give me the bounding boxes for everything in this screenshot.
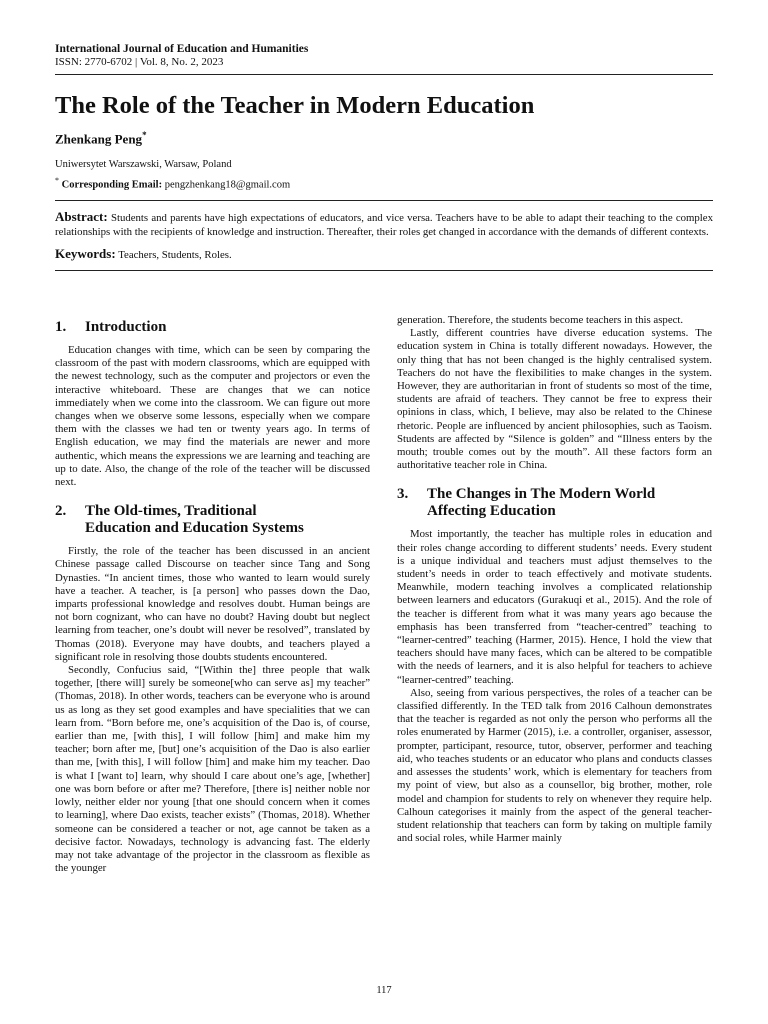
- page-header: [55, 42, 713, 271]
- email-address[interactable]: pengzhenkang18@gmail.com: [164, 179, 291, 191]
- abstract-top-divider: [55, 200, 713, 201]
- paragraph-intro: Education changes with time, which can be seen by comparing the classroom of the past with modern classrooms, which are equipped with the newest technology, such as the computer and projectors or even the interactive whiteboard. These are changes that we can notice immediately when we come into the classroom. We can figure out more changes when we observe some lessons, especially when we compare them with the classes we had ten or twenty years ago. In terms of English education, we may find the materials are newer and more authentic, which means the expressions we are learning and teaching are up to date. Also, the change of the role of the teacher will be discussed next.: [55, 344, 370, 489]
- paper-title: The Role of the Teacher in Modern Education: [55, 92, 535, 119]
- keywords-label: Keywords:: [55, 245, 116, 261]
- section-heading-modern-world: 3. The Changes in The Modern World Affecting Education: [397, 486, 656, 520]
- corresponding-email: [55, 174, 713, 192]
- author: [55, 130, 713, 147]
- paragraph-old-2-continued: generation. Therefore, the students become teachers in this aspect.: [397, 314, 684, 326]
- abstract: [55, 210, 713, 239]
- paragraph-modern-2: Also, seeing from various perspectives, the roles of a teacher can be classified differently. In the TED talk from 2016 Calhoun demonstrates that the teacher is regarded as not only the person who performs all the roles enumerated by Harmer (2015), i.e. a controller, organiser, assessor, prompter, participant, resource, tutor, observer, performer and teaching aid, who teaches students or an educator who plans and conducts classes and assesses the students’ work, which is elementary for teachers from my point of view, but also as a counsellor, big brother, mother, role model and champion for students to rely on whenever they require help. Calhoun categorises it mainly from the aspect of the general teacher-student relationship that teachers can form by taking on multiple family and social roles, while Harmer mainly: [397, 686, 712, 845]
- left-column: [55, 314, 370, 875]
- author-name: Zhenkang Peng: [55, 131, 143, 147]
- abstract-text: Students and parents have high expectations of educators, and vice versa. Teachers have to be able to adapt their teaching to the complex relationships with the recipients of knowledge and instruction. Thereafter, their roles get changed in accordance with the demands of different contexts.: [55, 211, 713, 238]
- keywords-text: Teachers, Students, Roles.: [118, 248, 232, 261]
- abstract-label: Abstract:: [55, 208, 108, 224]
- corresponding-mark: *: [55, 176, 59, 186]
- keywords: [55, 246, 713, 262]
- paragraph-old-2: Secondly, Confucius said, “[Within the] three people that walk together, [there will] surely be someone[who can serve as] my teacher” (Thomas, 2018). In other words, teachers can be everyone who is around us as long as they set good examples and have specialities that we can learn from. “Born before me, one’s acquisition of the Dao is, of course, earlier than me, [with this], I will follow [him] and make him my teacher; born after me, [but] one’s acquisition of the Dao is also earlier than me, [with this], I will follow [him] and make him my teacher. Dao is what I [want to] learn, why should I care about one’s age, [whether] one was born before or after me? Therefore, [there is] neither noble nor lowly, neither elder nor young [that one should concern when it comes to learning], where Dao exists, teacher exists” (Thomas, 2018). Whether someone can be considered a teacher or not, age cannot be taken as a decisive factor. Nowadays, technology is advancing fast. The elderly may not take advantage of the projector in the classroom as flexible as the younger: [55, 664, 370, 875]
- page-number: 117: [376, 985, 392, 996]
- header-divider: [55, 74, 713, 75]
- journal-issn: ISSN: 2770-6702 | Vol. 8, No. 2, 2023: [55, 56, 224, 68]
- paragraph-old-3: Lastly, different countries have diverse education systems. The education system in China is totally different nowadays. However, the only thing that has not been changed is the highly centralised system. Teachers do not have the flexibilities to make changes in the system. However, they are authoritarian in front of students so most of the time, students are afraid of teachers. They cannot be free to express their opinions in class, which, I believe, may also be related to the Chinese rhetoric. People are influenced by ancient philosophies, such as Taoism. Students are affected by “Silence is golden” and “Illness enters by the mouth; trouble comes out by the mouth”. All these factors form an authoritative teacher role in China.: [397, 327, 712, 472]
- abstract-bottom-divider: [55, 270, 713, 271]
- section-heading-introduction: 1. Introduction: [55, 319, 167, 335]
- journal-name: International Journal of Education and Humanities: [55, 43, 309, 55]
- paragraph-old-1: Firstly, the role of the teacher has been discussed in an ancient Chinese passage called Discourse on teacher since Tang and Song Dynasties. “In ancient times, those who wanted to learn would surely have a teacher. A teacher, is [a person] who passes down the Dao, imparts professional knowledge and resolves doubt. Human beings are not born cognizant, who can have no doubt? Having doubt but neglect learning from teacher, one’s doubt will never be resolved”, translated by Thomas (2018). Everyone may have doubts, and teachers played a significant role in resolving those doubts students encountered.: [55, 545, 370, 663]
- affiliation: Uniwersytet Warszawski, Warsaw, Poland: [55, 159, 232, 171]
- paragraph-modern-1: Most importantly, the teacher has multiple roles in education and their roles change according to different students’ needs. Every student is a unique individual and teachers must adjust themselves to the student’s needs in order to teach effectively and motivate students. Meanwhile, modern teaching involves a complicated relationship between learners and educators (Gurakuqi et al., 2015). And the role of the teacher is different from what it was many years ago because the emphasis has been transferred from “teacher-centred” teaching to “learner-centred” teaching (Harmer, 2015). Hence, I hold the view that teachers should have many faces, which can be altered to be compatible with the needs of learners, and it is also helpful for teachers to achieve “learner-centred” teaching.: [397, 528, 712, 686]
- body-columns: [55, 314, 713, 974]
- corresponding-label: Corresponding Email:: [61, 179, 163, 191]
- right-column: [397, 314, 712, 845]
- author-mark: *: [142, 130, 147, 140]
- section-heading-old-times: 2. The Old-times, Traditional Education and Education Systems: [55, 503, 304, 537]
